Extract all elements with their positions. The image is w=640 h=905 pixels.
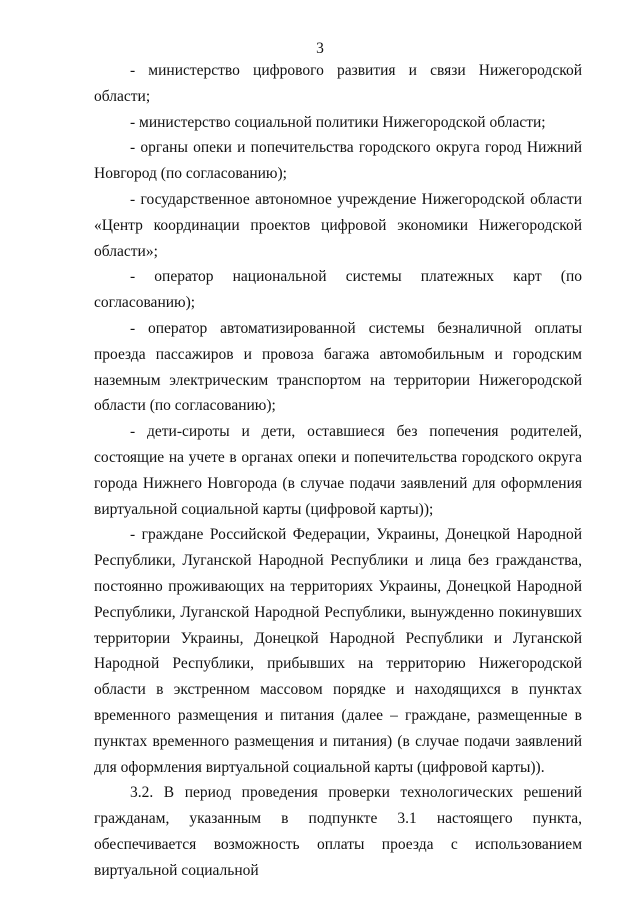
list-item-citizens: - граждане Российской Федерации, Украины, Донецкой Народной Республики, Луганской Народной Республики и лица без гражданства, постоянно проживающих на территориях Украины, Донецкой Народной Республики, Луганской Народной Республики, вынужденно покинувших территории Украины, Донецкой Народной Республики и Луганской Народной Республики, прибывших на территорию Нижегородской области в экстренном массовом порядке и находящихся в пунктах временного размещения и питания (далее – граждане, размещенные в пунктах временного размещения и питания) (в случае подачи заявлений для оформления виртуальной социальной карты (цифровой карты)). [94, 526, 582, 776]
list-item-ministry-digital: - министерство цифрового развития и связи Нижегородской области; [94, 62, 582, 105]
list-item-fare-system-operator: - оператор автоматизированной системы безналичной оплаты проезда пассажиров и провоза багажа автомобильным и городским наземным электрическим транспортом на территории Нижегородской области (по согласованию); [94, 319, 582, 415]
list-item-guardianship-bodies: - органы опеки и попечительства городского округа город Нижний Новгород (по согласованию); [94, 139, 582, 183]
page-number: 3 [316, 40, 324, 57]
list-item-payment-card-operator: - оператор национальной системы платежных карт (по согласованию); [94, 268, 582, 312]
document-body [94, 58, 582, 884]
list-item-digital-economy-center: - государственное автономное учреждение Нижегородской области «Центр координации проектов цифровой экономики Нижегородской области»; [94, 190, 582, 260]
list-item-orphans: - дети-сироты и дети, оставшиеся без попечения родителей, состоящие на учете в органах опеки и попечительства городского округа города Нижнего Новгорода (в случае подачи заявлений для оформления виртуальной социальной карты (цифровой карты)); [94, 423, 582, 518]
section-3-2: 3.2. В период проведения проверки технологических решений гражданам, указанным в подпункте 3.1 настоящего пункта, обеспечивается возможность оплаты проезда с использованием виртуальной социальной [94, 784, 582, 879]
list-item-ministry-social: - министерство социальной политики Нижегородской области; [130, 113, 546, 131]
